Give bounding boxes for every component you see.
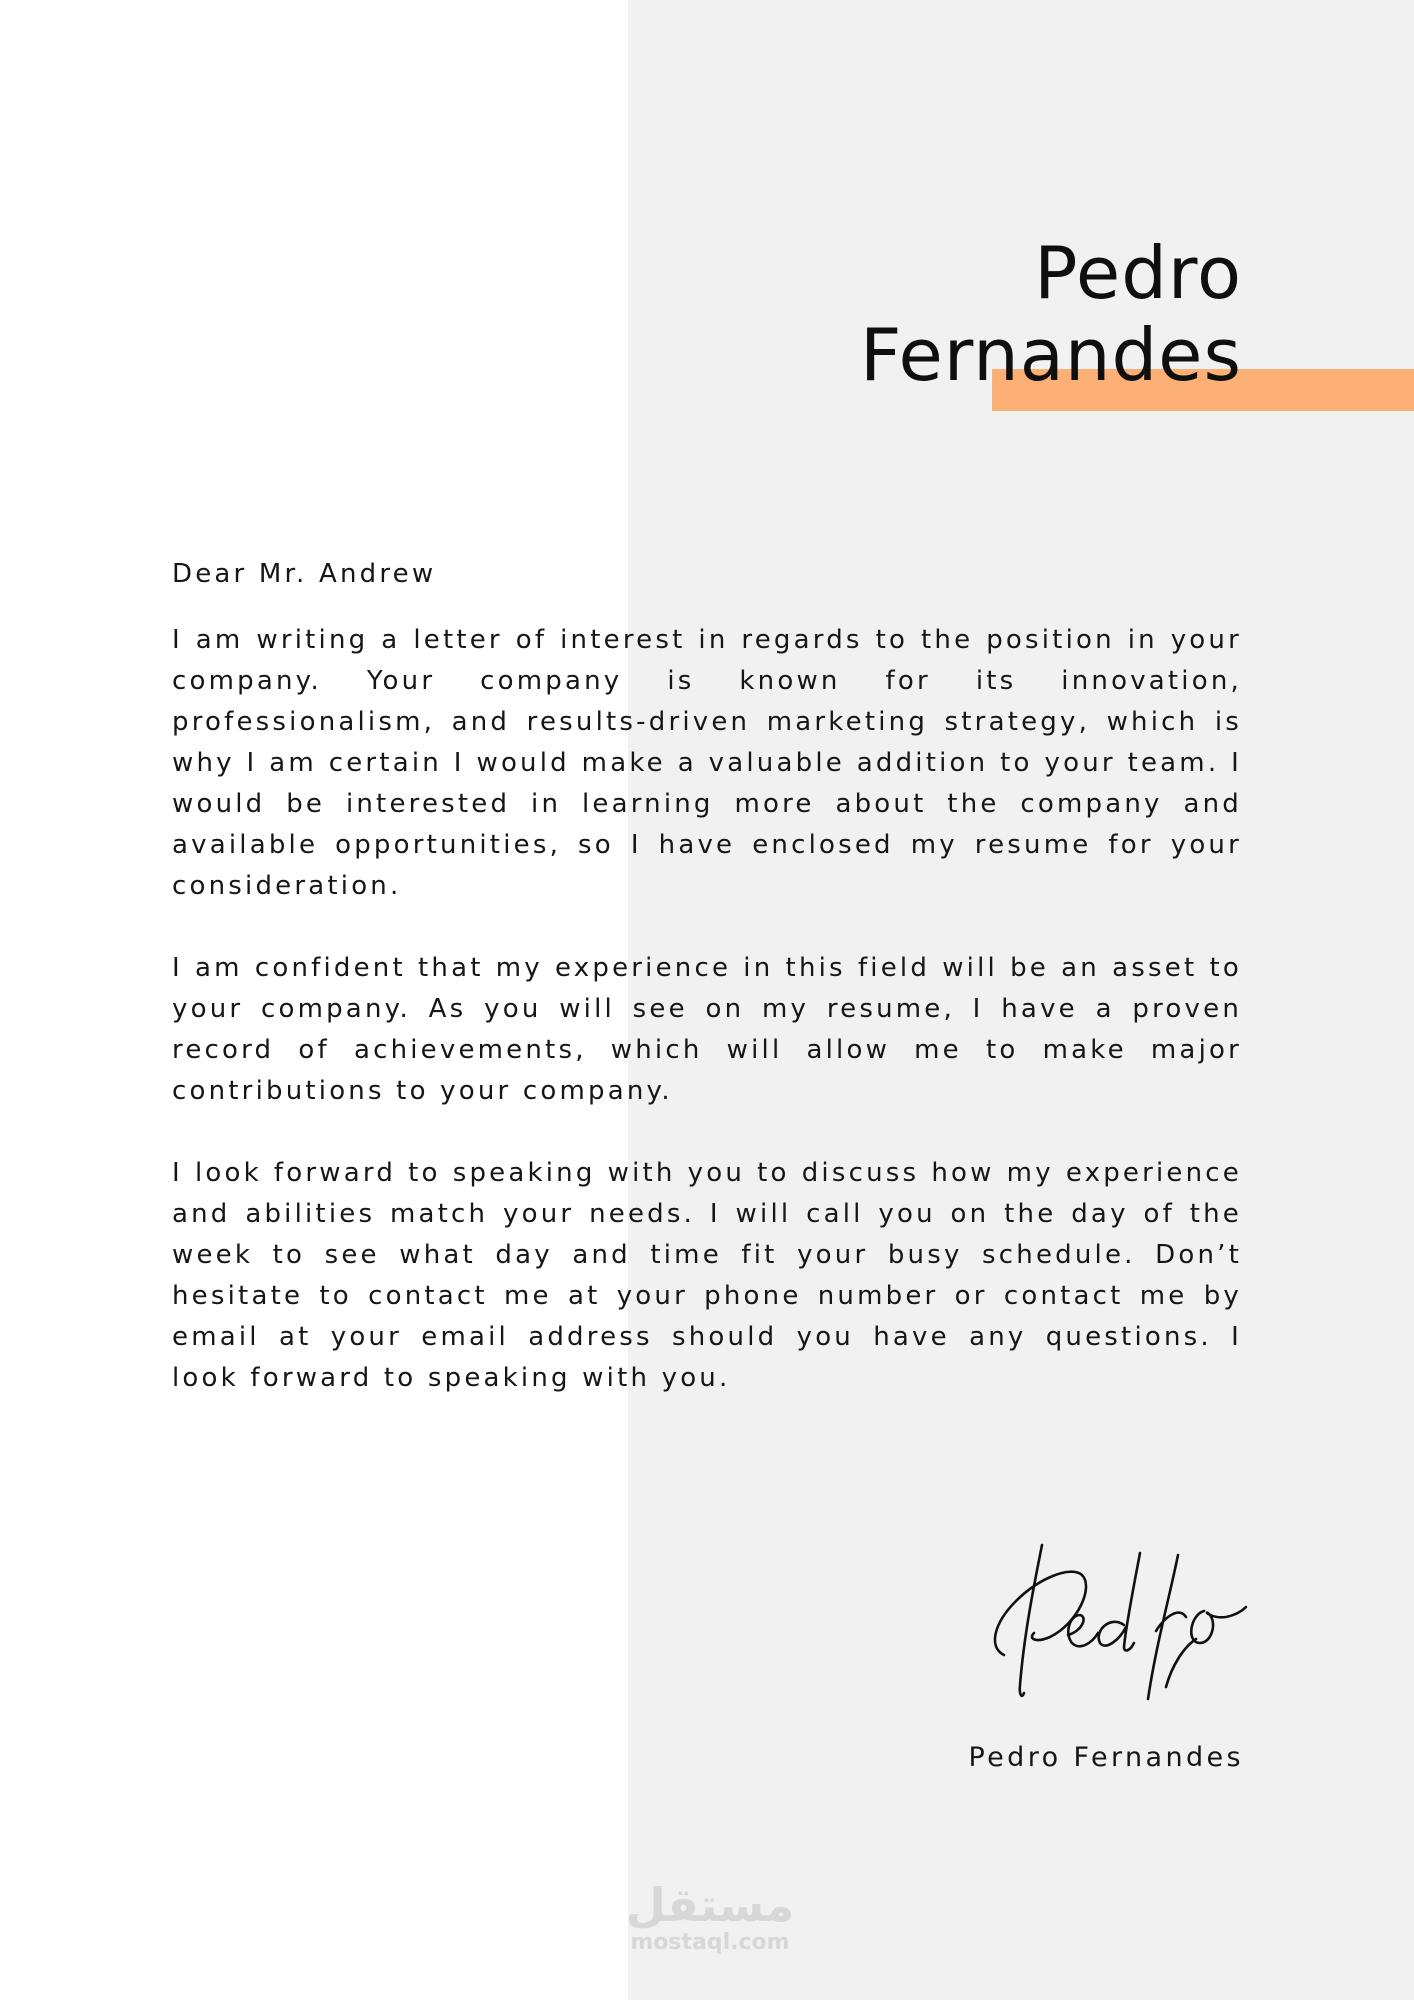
watermark-arabic: مستقل [625, 1878, 795, 1932]
salutation: Dear Mr. Andrew [172, 559, 437, 589]
paragraph-2: I am confident that my experience in this field will be an asset to your company. As you will see on my resume, I have a proven record of achievements, which will allow me to make major contributions to your company. [172, 953, 1242, 1106]
handwritten-signature [990, 1535, 1250, 1705]
paragraph-3: I look forward to speaking with you to discuss how my experience and abilities match your needs. I will call you on the day of the week to see what day and time fit your busy schedule. Don’t hesitate to contact me at your phone number or contact me by email at your email address should you have any questions. I look forward to speaking with you. [172, 1158, 1242, 1393]
first-name: Pedro [1034, 231, 1242, 315]
mostaql-watermark [620, 1880, 800, 1956]
letter-header [860, 232, 1242, 396]
signer-name: Pedro Fernandes [968, 1742, 1244, 1773]
watermark-latin: mostaql.com [630, 1930, 790, 1955]
paragraph-1: I am writing a letter of interest in regards to the position in your company. Your company is known for its innovation, professionalism, and results-driven marketing strategy, which is why I am certain I would make a valuable addition to your team. I would be interested in learning more about the company and available opportunities, so I have enclosed my resume for your consideration. [172, 625, 1242, 901]
letter-body [172, 554, 1242, 1440]
last-name: Fernandes [859, 313, 1242, 397]
